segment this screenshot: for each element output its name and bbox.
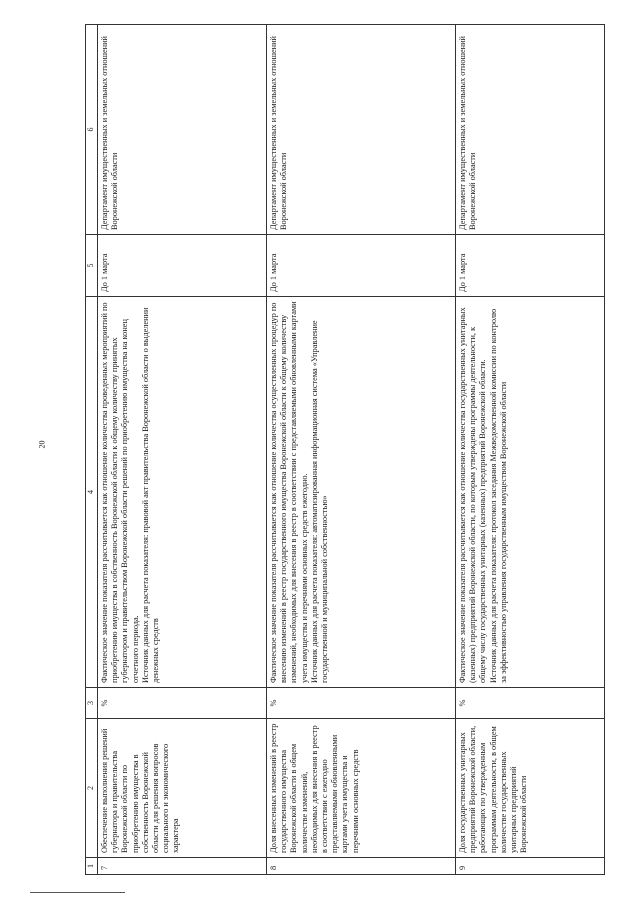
header-cell-4: 4 (86, 297, 98, 688)
header-cell-3: 3 (86, 688, 98, 719)
table-row (267, 25, 456, 875)
calculation-method: Фактическое значение показателя рассчитывается как отношение количества государственных унитарных (казенных) предприятий Воронежской области, по которым утверждены программы деятельности, к общему числу государственных унитарных (казенных) предприятий Воронежской области. Источник данных для расчета показателя: протокол заседания Межведомственной комиссии по контролю за эффективностью управления государственным имуществом Воронежской области (455, 297, 604, 688)
header-cell-1: 1 (86, 858, 98, 875)
rotated-table-container (85, 25, 605, 875)
table-row (455, 25, 604, 875)
responsible-cell: Департамент имущественных и земельных отношений Воронежской области (455, 25, 604, 235)
responsible-cell: Департамент имущественных и земельных отношений Воронежской области (267, 25, 456, 235)
indicators-table (85, 24, 605, 875)
page-number: 20 (37, 440, 47, 449)
header-row (86, 25, 98, 875)
responsible-cell: Департамент имущественных и земельных отношений Воронежской области (98, 25, 267, 235)
calculation-method: Фактическое значение показателя рассчитывается как отношение количества осуществленных процедур по внесению изменений в реестр государственного имущества Воронежской области к общему количеству изменений, необходимых для внесения в реестр в соответствии с представляемыми обновленными картами учета имущества и перечнями основных средств ежегодно. Источник данных для расчета показателя: автоматизированная информационная система «Управление государственной и муниципальной собственностью» (267, 297, 456, 688)
deadline-cell: До 1 марта (98, 235, 267, 297)
header-cell-5: 5 (86, 235, 98, 297)
row-number: 9 (455, 858, 604, 875)
deadline-cell: До 1 марта (455, 235, 604, 297)
table-row (98, 25, 267, 875)
unit-cell: % (98, 688, 267, 719)
deadline-cell: До 1 марта (267, 235, 456, 297)
footer-rule (30, 892, 125, 893)
indicator-name: Обеспечение выполнения решений губернатора и правительства Воронежской области по приобретению имущества в собственность Воронежской области для решения вопросов социального и экономического характера (98, 719, 267, 858)
header-cell-6: 6 (86, 25, 98, 235)
row-number: 8 (267, 858, 456, 875)
header-cell-2: 2 (86, 719, 98, 858)
unit-cell: % (455, 688, 604, 719)
row-number: 7 (98, 858, 267, 875)
indicator-name: Доля внесенных изменений в реестр государственного имущества Воронежской области в общем количестве изменений, необходимых для внесения в реестр в соответствии с ежегодно представляемыми обновленными картами учета имущества и перечнями основных средств (267, 719, 456, 858)
indicator-name: Доля государственных унитарных предприятий Воронежской области, работающих по утвержденным программам деятельности, в общем количестве государственных унитарных предприятий Воронежской области (455, 719, 604, 858)
calculation-method: Фактическое значение показателя рассчитывается как отношение количества проведенных мероприятий по приобретению имущества в собственность Воронежской области к общему количеству принятых губернатором и правительством Воронежской области решений по приобретению имущества на конец отчетного периода. Источник данных для расчета показателя: правовой акт правительства Воронежской области о выделении денежных средств (98, 297, 267, 688)
unit-cell: % (267, 688, 456, 719)
